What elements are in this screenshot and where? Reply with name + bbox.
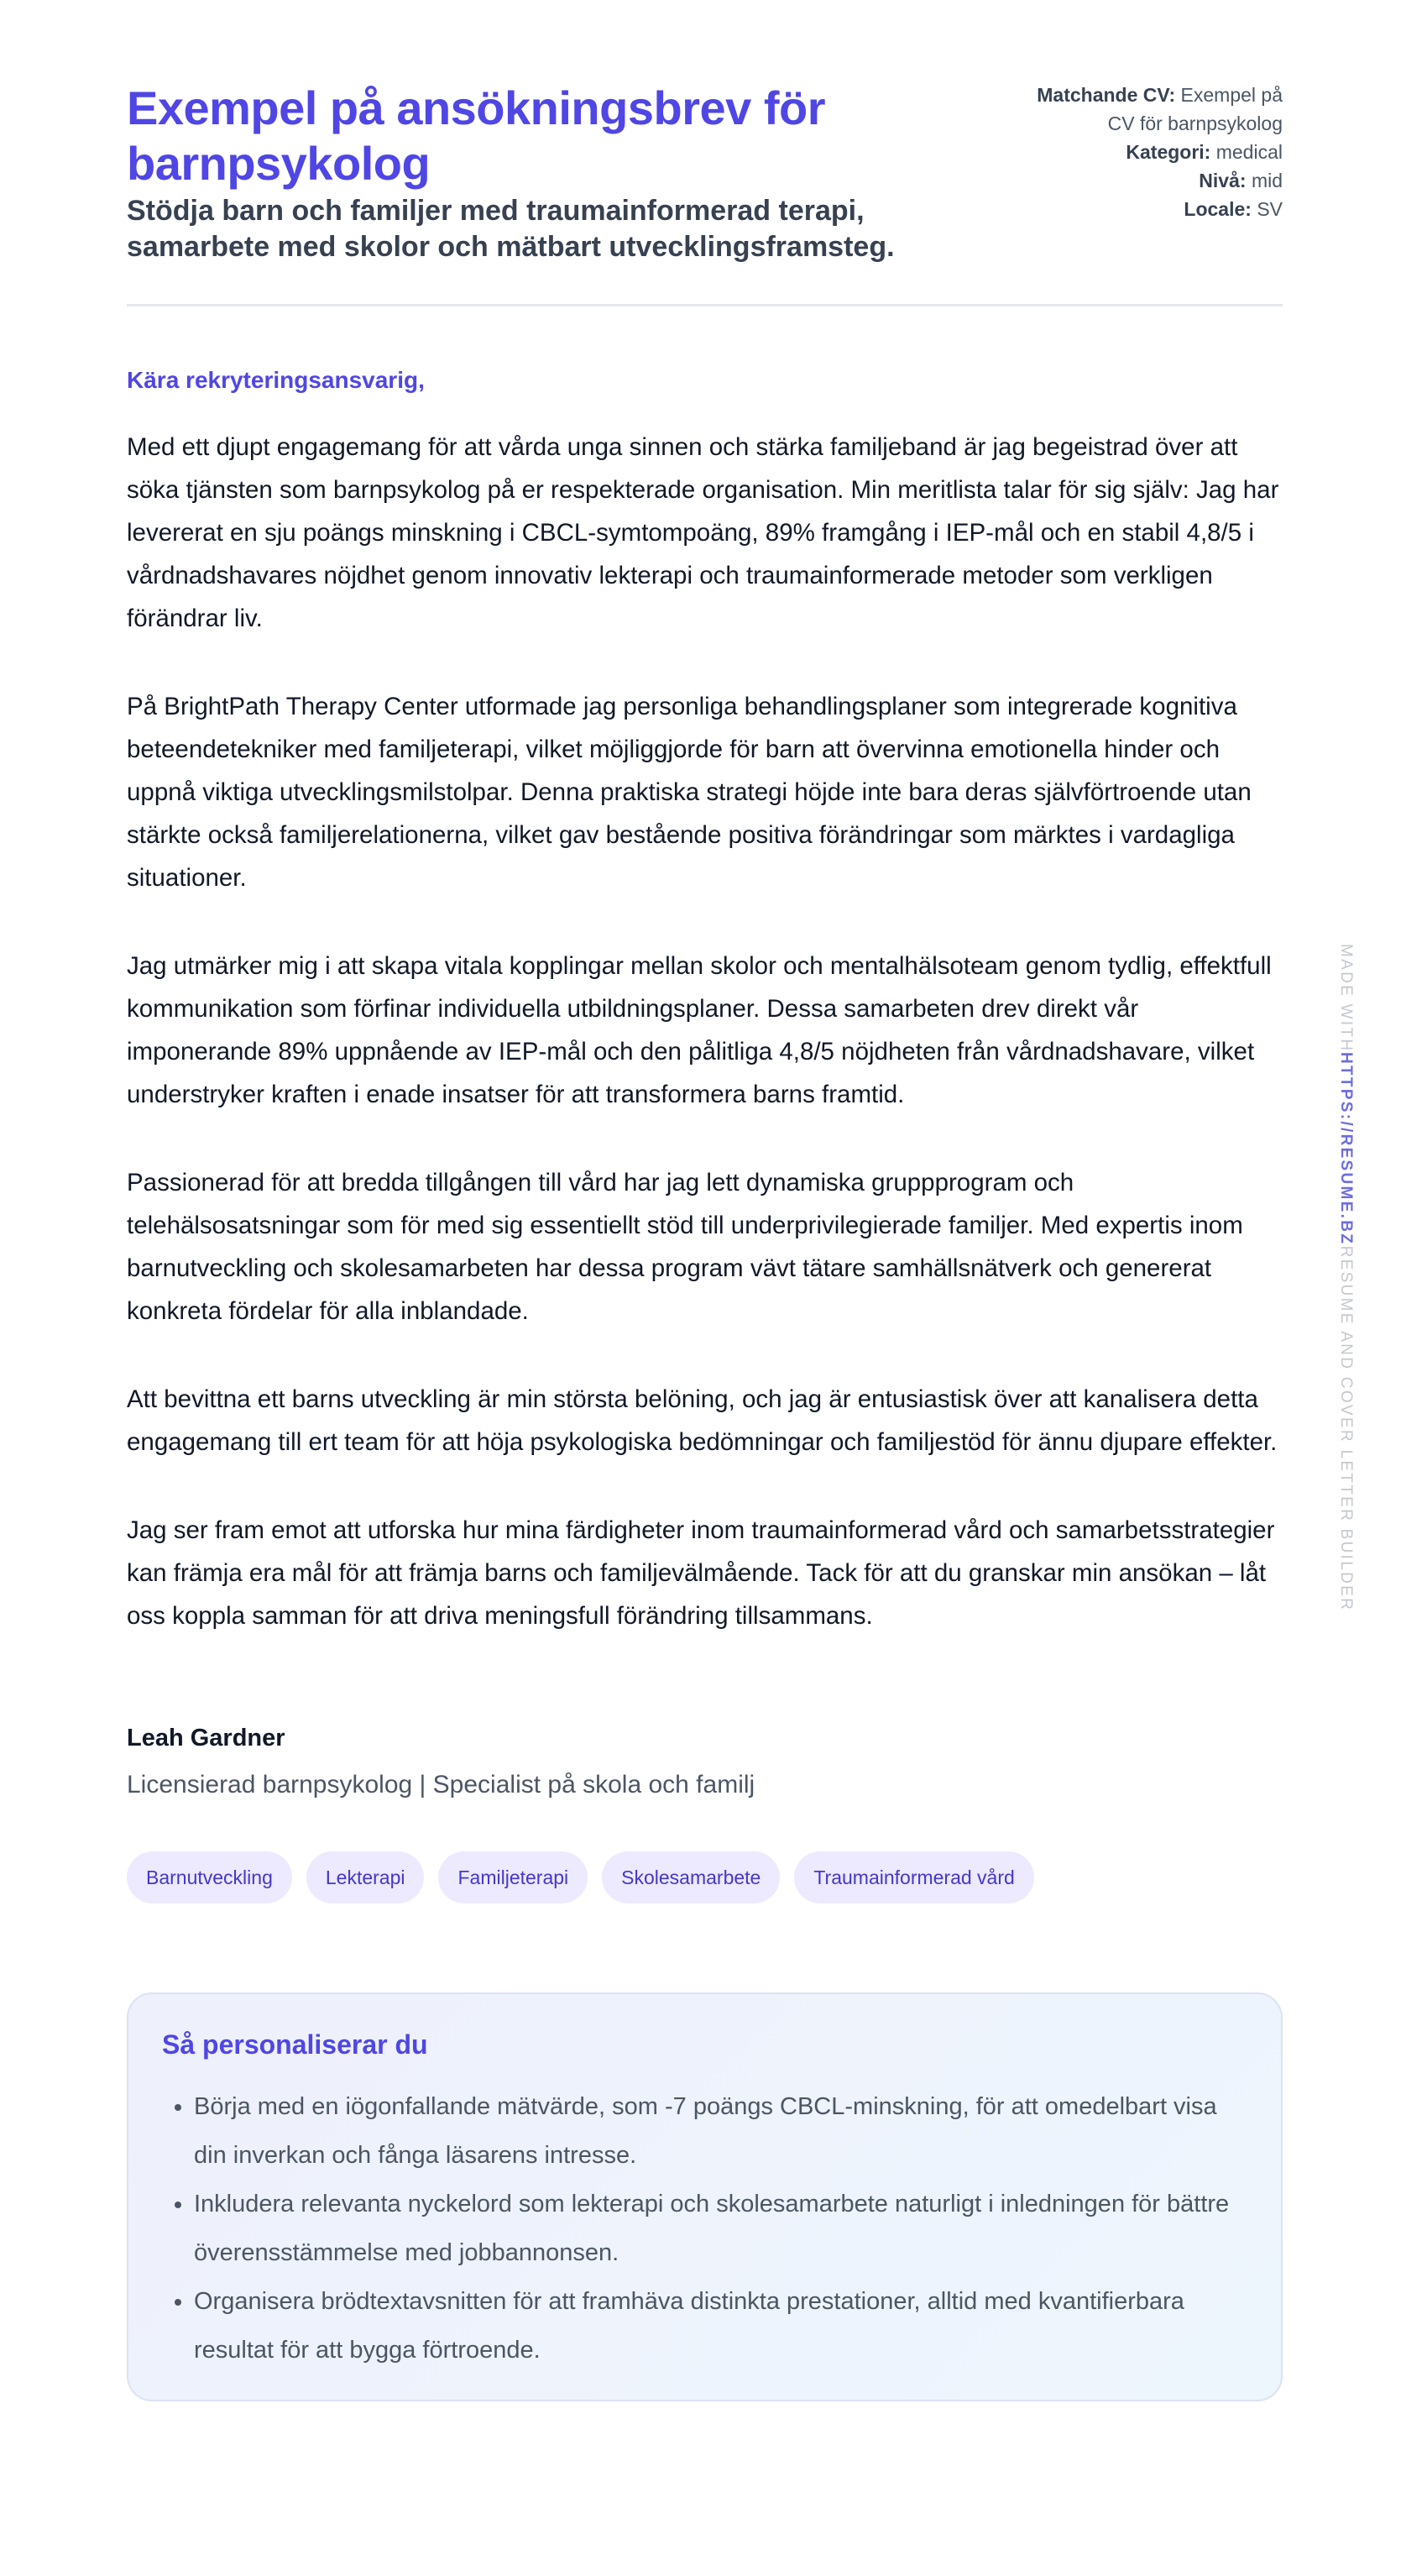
paragraph: Jag utmärker mig i att skapa vitala kopplingar mellan skolor och mentalhälsoteam genom tydlig, effektfull kommunikation som förfinar individuella utbildningsplaner. Dessa samarbeten drev direkt vår imponerande 89% uppnående av IEP-mål och den pålitliga 4,8/5 nöjdheten från vårdnadshavare, vilket understryker kraften i enade insatser för att transformera barns framtid. — [127, 952, 1272, 1108]
watermark-link[interactable]: HTTPS://RESUME.BZ — [1337, 1052, 1355, 1246]
tips-list — [162, 2082, 1247, 2374]
header — [127, 81, 1283, 306]
meta-level — [1031, 166, 1283, 195]
tips-box — [127, 1992, 1283, 2401]
tag: Barnutveckling — [127, 1851, 292, 1903]
tag-list — [127, 1851, 1283, 1903]
paragraph: Jag ser fram emot att utforska hur mina färdigheter inom traumainformerad vård och samarbetsstrategier kan främja era mål för att främja barns och familjevälmående. Tack för att du granskar min ansökan – låt oss koppla samman för att driva meningsfull förändring tillsammans. — [127, 1516, 1275, 1630]
signature-name: Leah Gardner — [127, 1725, 285, 1751]
cover-letter — [127, 81, 1283, 2401]
tips-heading: Så personaliserar du — [162, 2029, 428, 2060]
tip-item: • Organisera brödtextavsnitten för att framhäva distinkta prestationer, alltid med kvantifierbara resultat för att bygga förtroende. — [194, 2277, 1247, 2374]
tip-item: • Börja med en iögonfallande mätvärde, som -7 poängs CBCL-minskning, för att omedelbart visa din inverkan och fånga läsarens intresse. — [194, 2082, 1247, 2180]
meta-label: Kategori: — [1126, 141, 1211, 163]
meta-category — [1031, 138, 1283, 166]
watermark-suffix: RESUME AND COVER LETTER BUILDER — [1337, 1245, 1355, 1612]
paragraph: Passionerad för att bredda tillgången till vård har jag lett dynamiska gruppprogram och telehälsosatsningar som för med sig essentiellt stöd till underprivilegierade familjer. Med expertis inom barnutveckling och skolesamarbeten har dessa program vävt tätare samhällsnätverk och genererat konkreta fördelar för alla inblandade. — [127, 1169, 1243, 1325]
meta-label: Locale: — [1184, 198, 1252, 220]
meta-value: Exempel på CV för barnpsykolog — [1107, 84, 1283, 134]
signature — [127, 1725, 1283, 1799]
meta-info — [1031, 81, 1283, 223]
watermark — [1336, 944, 1355, 1611]
meta-label: Matchande CV: — [1037, 84, 1176, 106]
tag: Familjeterapi — [438, 1851, 588, 1903]
paragraph: Med ett djupt engagemang för att vårda unga sinnen och stärka familjeband är jag begeistrad över att söka tjänsten som barnpsykolog på er respekterade organisation. Min meritlista talar för sig själv: Jag har levererat en sju poängs minskning i CBCL-symtompoäng, 89% framgång i IEP-mål och en stabil 4,8/5 i vårdnadshavares nöjdhet genom innovativ lekterapi och traumainformerade metoder som verkligen förändrar liv. — [127, 433, 1279, 632]
greeting: Kära rekryteringsansvarig, — [127, 367, 425, 393]
meta-value: mid — [1251, 170, 1283, 191]
tag: Traumainformerad vård — [794, 1851, 1033, 1903]
meta-value: SV — [1257, 198, 1283, 220]
paragraph: Att bevittna ett barns utveckling är min största belöning, och jag är entusiastisk över att kanalisera detta engagemang till ert team för att höja psykologiska bedömningar och familjestöd för ännu djupare effekter. — [127, 1385, 1278, 1456]
meta-value: medical — [1215, 141, 1283, 163]
tip-item: • Inkludera relevanta nyckelord som lekterapi och skolesamarbete naturligt i inledningen för bättre överensstämmelse med jobbannonsen. — [194, 2180, 1247, 2277]
paragraph: På BrightPath Therapy Center utformade jag personliga behandlingsplaner som integrerade kognitiva beteendetekniker med familjeterapi, vilket möjliggjorde för barn att övervinna emotionella hinder och uppnå viktiga utvecklingsmilstolpar. Denna praktiska strategi höjde inte bara deras självförtroende utan stärkte också familjerelationerna, vilket gav bestående positiva förändringar som märktes i vardagliga situationer. — [127, 693, 1252, 892]
header-text — [127, 81, 966, 265]
tag: Skolesamarbete — [602, 1851, 780, 1903]
page-title: Exempel på ansökningsbrev för barnpsykolog — [127, 81, 825, 190]
tag: Lekterapi — [306, 1851, 425, 1903]
meta-label: Nivå: — [1199, 170, 1247, 191]
meta-locale — [1031, 195, 1283, 223]
page-subtitle: Stödja barn och familjer med traumainformerad terapi, samarbete med skolor och mätbart utvecklingsframsteg. — [127, 195, 895, 263]
letter-body — [127, 426, 1283, 1637]
watermark-prefix: MADE WITH — [1337, 944, 1355, 1053]
meta-cv — [1031, 81, 1283, 138]
signature-title: Licensierad barnpsykolog | Specialist på skola och familj — [127, 1771, 755, 1798]
